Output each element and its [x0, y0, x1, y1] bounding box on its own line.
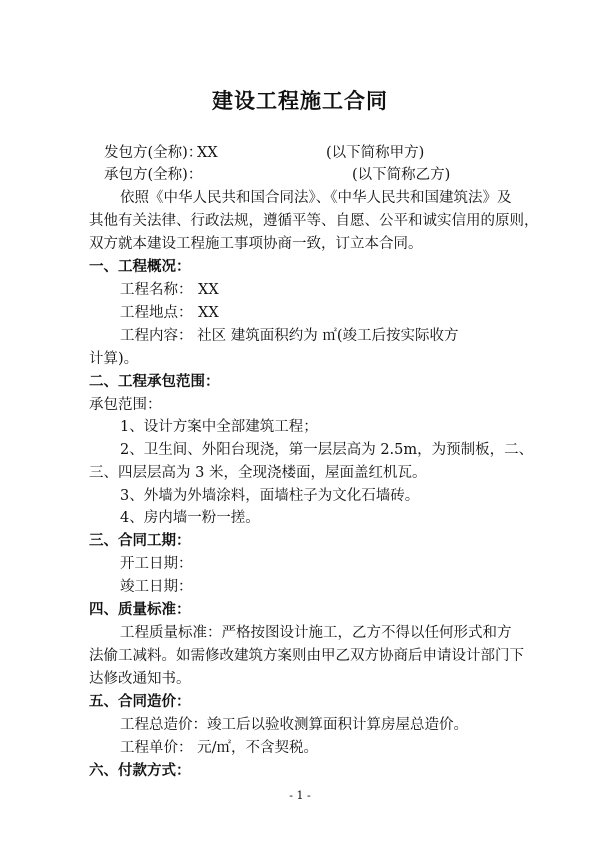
contractor-label: 承包方(全称)： [104, 167, 203, 183]
scope-item-2-line-2: 三、四层层高为 3 米，全现浇楼面，屋面盖红机瓦。 [89, 465, 427, 481]
scope-label: 承包范围： [89, 397, 162, 413]
intro-line-1: 依照《中华人民共和国合同法》、《中华人民共和国建筑法》及 [120, 190, 512, 206]
quality-line-1: 工程质量标准：严格按图设计施工，乙方不得以任何形式和方 [120, 625, 512, 641]
project-location-label: 工程地点： [120, 305, 193, 321]
scope-item-2-line-1: 2、卫生间、外阳台现浇，第一层层高为 2.5m，为预制板，二、 [120, 442, 534, 458]
total-price-line: 工程总造价：竣工后以验收测算面积计算房屋总造价。 [120, 717, 468, 733]
section-6-heading: 六、付款方式： [89, 762, 191, 779]
employer-label: 发包方(全称)： [104, 145, 203, 161]
project-name-label: 工程名称： [120, 282, 193, 298]
scope-item-1: 1、设计方案中全部建筑工程； [120, 419, 318, 435]
contractor-note: (以下简称乙方) [352, 167, 451, 183]
scope-item-4: 4、房内墙一粉一搓。 [120, 510, 260, 526]
employer-value: XX [197, 145, 218, 161]
project-content-line-1: 工程内容： 社区 建筑面积约为 ㎡(竣工后按实际收方 [120, 328, 459, 344]
section-4-heading: 四、质量标准： [89, 601, 191, 618]
section-3-heading: 三、合同工期： [89, 532, 191, 549]
section-1-heading: 一、工程概况： [89, 258, 191, 275]
project-location-value: XX [198, 305, 219, 321]
section-5-heading: 五、合同造价： [89, 693, 191, 710]
scope-item-3: 3、外墙为外墙涂料，面墙柱子为文化石墙砖。 [120, 488, 420, 504]
page-number: - 1 - [289, 789, 311, 802]
quality-line-3: 达修改通知书。 [89, 671, 191, 687]
project-name-value: XX [198, 282, 219, 298]
intro-line-3: 双方就本建设工程施工事项协商一致，订立本合同。 [89, 236, 423, 252]
contract-title: 建设工程施工合同 [212, 88, 388, 113]
end-date-label: 竣工日期： [120, 579, 193, 595]
section-2-heading: 二、工程承包范围： [89, 373, 220, 390]
intro-line-2: 其他有关法律、行政法规，遵循平等、自愿、公平和诚实信用的原则， [89, 213, 539, 229]
project-content-line-2: 计算)。 [89, 351, 139, 367]
unit-price-line: 工程单价： 元/㎡，不含契税。 [120, 740, 318, 756]
start-date-label: 开工日期： [120, 556, 193, 572]
quality-line-2: 法偷工减料。如需修改建筑方案则由甲乙双方协商后申请设计部门下 [89, 648, 524, 664]
employer-note: (以下简称甲方) [326, 145, 425, 161]
